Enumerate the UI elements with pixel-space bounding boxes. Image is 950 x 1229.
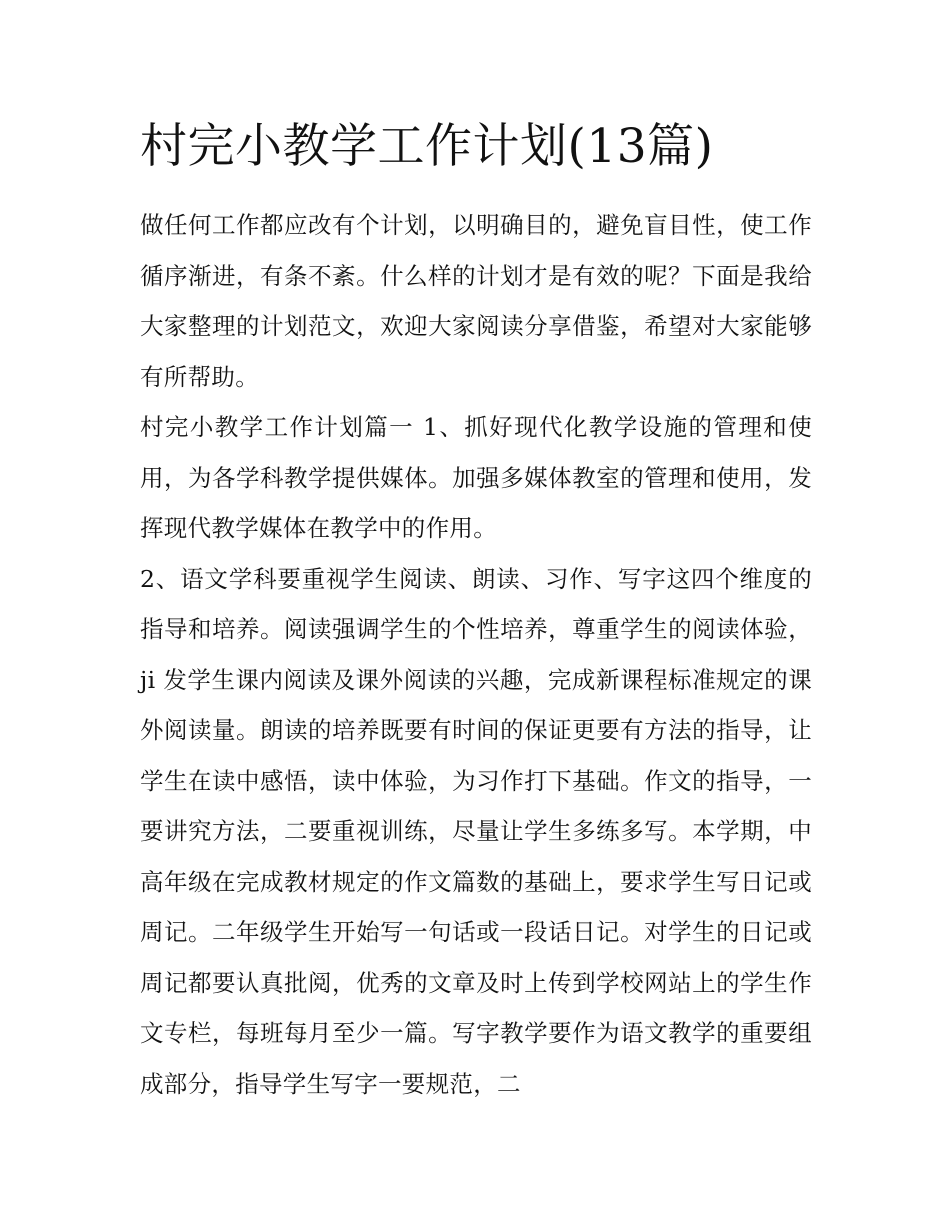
paragraph-plan-one: 村完小教学工作计划篇一 1、抓好现代化教学设施的管理和使用，为各学科教学提供媒体。加强多媒体教室的管理和使用，发挥现代教学媒体在教学中的作用。 bbox=[140, 413, 812, 542]
paragraph-chinese-subject: 2、语文学科要重视学生阅读、朗读、习作、写字这四个维度的指导和培养。阅读强调学生的个性培养，尊重学生的阅读体验，ji 发学生课内阅读及课外阅读的兴趣，完成新课程标准规定的课外阅读量。朗读的培养既要有时间的保证更要有方法的指导，让学生在读中感悟，读中体验，为习作打下基础。作文的指导，一要讲究方法，二要重视训练，尽量让学生多练多写。本学期，中高年级在完成教材规定的作文篇数的基础上，要求学生写日记或周记。二年级学生开始写一句话或一段话日记。对学生的日记或周记都要认真批阅，优秀的文章及时上传到学校网站上的学生作文专栏，每班每月至少一篇。写字教学要作为语文教学的重要组成部分，指导学生写字一要规范，二 bbox=[140, 564, 812, 1098]
paragraph-intro: 做任何工作都应改有个计划，以明确目的，避免盲目性，使工作循序渐进，有条不紊。什么样的计划才是有效的呢？下面是我给大家整理的计划范文，欢迎大家阅读分享借鉴，希望对大家能够有所帮助。 bbox=[140, 211, 812, 391]
document-title: 村完小教学工作计划(13篇) bbox=[140, 119, 714, 174]
document-body bbox=[140, 112, 812, 1109]
